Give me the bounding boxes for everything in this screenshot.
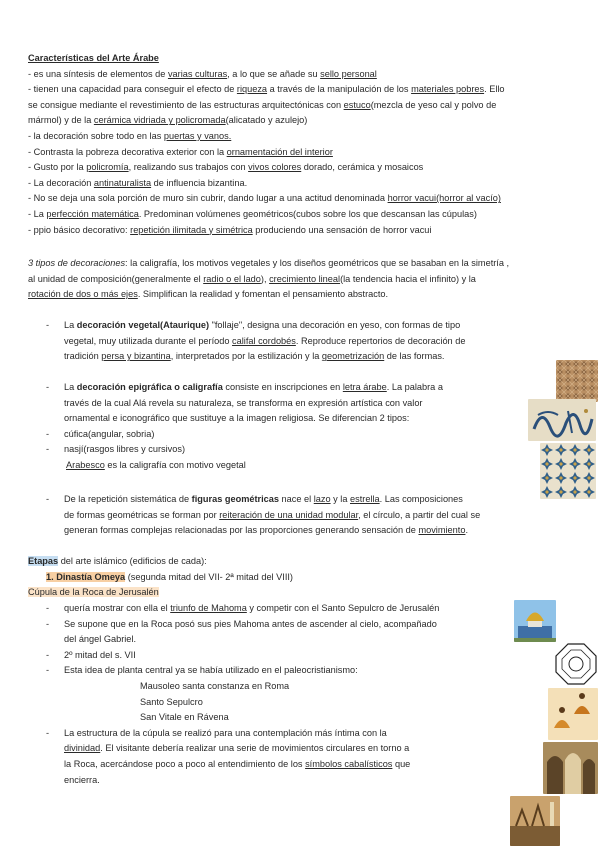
- bullet-dash: -: [46, 320, 50, 330]
- calligraphy-image: [528, 399, 596, 441]
- char-line-7: - Gusto por la policromía, realizando sus trabajos con vivos colores dorado, cerámica y mosaicos: [28, 162, 424, 173]
- char-line-4: mármol) y de la cerámica vidriada y policromada(alicatado y azulejo): [28, 115, 308, 126]
- types-line-3: rotación de dos o más ejes. Simplifican la realidad y fomentan el pensamiento abstracto.: [28, 289, 389, 300]
- epi-line-3: ornamental e iconográfico que sustituye a la imagen religiosa. Se diferencian 2 tipos:: [64, 413, 410, 424]
- omeya-heading: 1. Dinastía Omeya (segunda mitad del VII- 2ª mitad del VIII): [46, 571, 293, 582]
- ataurique-image: [556, 360, 598, 402]
- geo-line-1: De la repetición sistemática de figuras geométricas nace el lazo y la estrella. Las composiciones: [64, 494, 463, 504]
- types-line-2: al unidad de composición(generalmente el radio o el lado), crecimiento lineal(la tendencia hacia el infinito) y la: [28, 273, 476, 284]
- char-line-11: - ppio básico decorativo: repetición ilimitada y simétrica produciendo una sensación de horror vacui: [28, 224, 432, 235]
- octagonal-plan-image: [554, 642, 598, 686]
- dome-item-5: - La estructura de la cúpula se realizó para una contemplación más íntima con la: [46, 727, 387, 738]
- char-line-3: se consigue mediante el revestimiento de las estructuras arquitectónicas con estuco(mezcla de yeso cal y polvo de: [28, 99, 497, 110]
- dome-item-5c: la Roca, acercándose poco a poco al entendimiento de los símbolos cabalísticos que: [64, 758, 411, 769]
- char-line-10: - La perfección matemática. Predominan volúmenes geométricos(cubos sobre los que descansan las cúpulas): [28, 208, 477, 219]
- epi-line-2: través de la cual Alá revela su naturaleza, se transforma en expresión artística con valor: [64, 397, 423, 408]
- epi-type-kufic: - cúfica(angular, sobria): [46, 428, 155, 439]
- dome-of-the-rock-image: [514, 600, 556, 642]
- dome-item-2b: del ángel Gabriel.: [64, 634, 137, 645]
- decoration-types-section: [28, 256, 588, 303]
- bullet-dash: -: [46, 494, 50, 504]
- stages-section: [28, 554, 588, 601]
- dome-item-1: - quería mostrar con ella el triunfo de Mahoma y competir con el Santo Sepulcro de Jerusalén: [46, 603, 440, 613]
- epi-arabesque-line: Arabesco es la caligrafía con motivo vegetal: [66, 459, 246, 470]
- dome-item-3: - 2º mitad del s. VII: [46, 649, 136, 660]
- veg-line-2: vegetal, muy utilizada durante el período califal cordobés. Reproduce repertorios de decoración de: [64, 335, 466, 346]
- vegetal-decoration-item: [46, 318, 564, 365]
- mausoleum-line: Mausoleo santa constanza en Roma: [140, 680, 290, 691]
- dome-item-4: - Esta idea de planta central ya se había utilizado en el paleocristianismo:: [46, 665, 358, 676]
- dome-of-rock-heading: Cúpula de la Roca de Jerusalén: [28, 587, 159, 598]
- mosque-courtyard-image: [510, 796, 560, 846]
- char-line-1: - es una síntesis de elementos de varias culturas, a lo que se añade su sello personal: [28, 68, 377, 79]
- dome-item-5b: divinidad. El visitante debería realizar una serie de movimientos circulares en torno a: [64, 743, 410, 754]
- geo-line-3: generan formas complejas relacionadas por las proporciones generando sensación de movimiento.: [64, 525, 468, 536]
- holy-sepulchre-line: Santo Sepulcro: [140, 696, 203, 707]
- whirling-dervish-image: [548, 688, 598, 740]
- char-line-2: - tienen una capacidad para conseguir el efecto de riqueza a través de la manipulación de los materiales pobres. Ello: [28, 84, 505, 95]
- char-line-5: - la decoración sobre todo en las puertas y vanos.: [28, 130, 232, 141]
- veg-line-3: tradición persa y bizantina, interpretados por la estilización y la geometrización de las formas.: [64, 351, 445, 362]
- types-line-1: 3 tipos de decoraciones: la caligrafía, los motivos vegetales y los diseños geométricos que se basaban en la simetría ,: [28, 258, 510, 268]
- char-line-9: - No se deja una sola porción de muro sin cubrir, dando lugar a una actitud denominada horror vacui(horror al vacío): [28, 193, 501, 204]
- geometric-decoration-item: [46, 492, 564, 539]
- dome-of-rock-list: [46, 601, 564, 788]
- dome-item-2: - Se supone que en la Roca posó sus pies Mahoma antes de ascender al cielo, acompañado: [46, 618, 437, 629]
- san-vitale-line: San Vitale en Rávena: [140, 712, 229, 723]
- geo-line-2: de formas geométricas se forman por reiteración de una unidad modular, el círculo, a partir del cual se: [64, 509, 481, 520]
- char-line-6: - Contrasta la pobreza decorativa exterior con la ornamentación del interior: [28, 146, 333, 157]
- characteristics-section: [28, 51, 588, 238]
- epi-line-1: La decoración epigráfica o caligrafía consiste en inscripciones en letra árabe. La palabra a: [64, 382, 443, 392]
- mosque-interior-image: [543, 742, 598, 794]
- epigraphic-decoration-item: [46, 380, 564, 474]
- epi-type-naskh: - nasjí(rasgos libres y cursivos): [46, 444, 186, 455]
- section-title: Características del Arte Árabe: [28, 53, 159, 63]
- stages-heading: Etapas del arte islámico (edificios de cada):: [28, 556, 207, 566]
- veg-line-1: La decoración vegetal(Ataurique) "follaje", designa una decoración en yeso, con formas de tipo: [64, 320, 461, 330]
- dome-item-5d: encierra.: [64, 774, 100, 785]
- bullet-dash: -: [46, 382, 50, 392]
- geometric-tile-image: [540, 443, 596, 499]
- char-line-8: - La decoración antinaturalista de influencia bizantina.: [28, 177, 248, 188]
